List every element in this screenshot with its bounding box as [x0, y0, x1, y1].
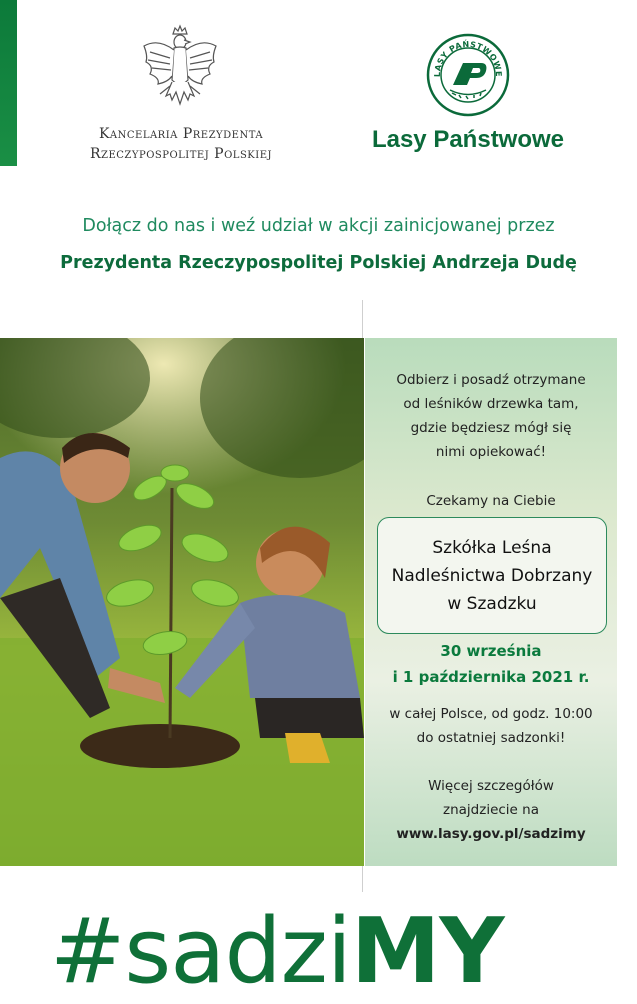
intro-text: Dołącz do nas i weź udział w akcji zainicjowanej przez: [82, 216, 555, 236]
more-line1: Więcej szczegółów: [428, 778, 554, 794]
hashtag-suffix: MY: [350, 899, 504, 1004]
divider-line-top: [362, 300, 363, 338]
chancellery-line1: Kancelaria Prezydenta: [98, 126, 264, 142]
more-line2: znajdziecie na: [443, 802, 539, 818]
website-link[interactable]: www.lasy.gov.pl/sadzimy: [396, 826, 586, 842]
president-name: Prezydenta Rzeczypospolitej Polskiej Andrzeja Dudę: [60, 253, 577, 273]
collect-line3: gdzie będziesz mógł się: [410, 420, 572, 436]
chancellery-line2: Rzeczypospolitej Polskiej: [89, 146, 273, 162]
date-line1: 30 września: [440, 642, 542, 660]
planting-photo: [0, 338, 364, 866]
date-line2: i 1 października 2021 r.: [392, 668, 590, 686]
where-line1: w całej Polsce, od godz. 10:00: [389, 706, 593, 722]
collect-line4: nimi opiekować!: [435, 444, 547, 460]
hashtag-prefix: #sadzi: [50, 899, 351, 1004]
where-text: [365, 702, 617, 750]
lp-logo-ring-text: LASY PAŃSTWOWE: [432, 39, 504, 78]
left-green-bar: [0, 0, 17, 166]
collect-line1: Odbierz i posadź otrzymane: [396, 372, 586, 388]
event-dates: [365, 638, 617, 690]
collect-text: [365, 368, 617, 464]
nursery-line1: Szkółka Leśna: [432, 537, 552, 558]
nursery-line3: w Szadzku: [447, 593, 537, 614]
hashtag-sadzimy: [50, 899, 504, 1004]
more-info-text: [365, 774, 617, 846]
white-eagle-emblem-icon: [140, 22, 220, 112]
lasy-panstwowe-name: Lasy Państwowe: [371, 126, 565, 153]
waiting-text: Czekamy na Ciebie: [426, 493, 556, 509]
lasy-panstwowe-logo-icon: [426, 33, 510, 117]
nursery-line2: Nadleśnictwa Dobrzany: [391, 565, 593, 586]
divider-line-bottom: [362, 866, 363, 892]
chancellery-name: [60, 124, 302, 164]
where-line2: do ostatniej sadzonki!: [416, 730, 566, 746]
nursery-box: [377, 517, 607, 634]
collect-line2: od leśników drzewka tam,: [403, 396, 579, 412]
info-panel: [365, 338, 617, 866]
